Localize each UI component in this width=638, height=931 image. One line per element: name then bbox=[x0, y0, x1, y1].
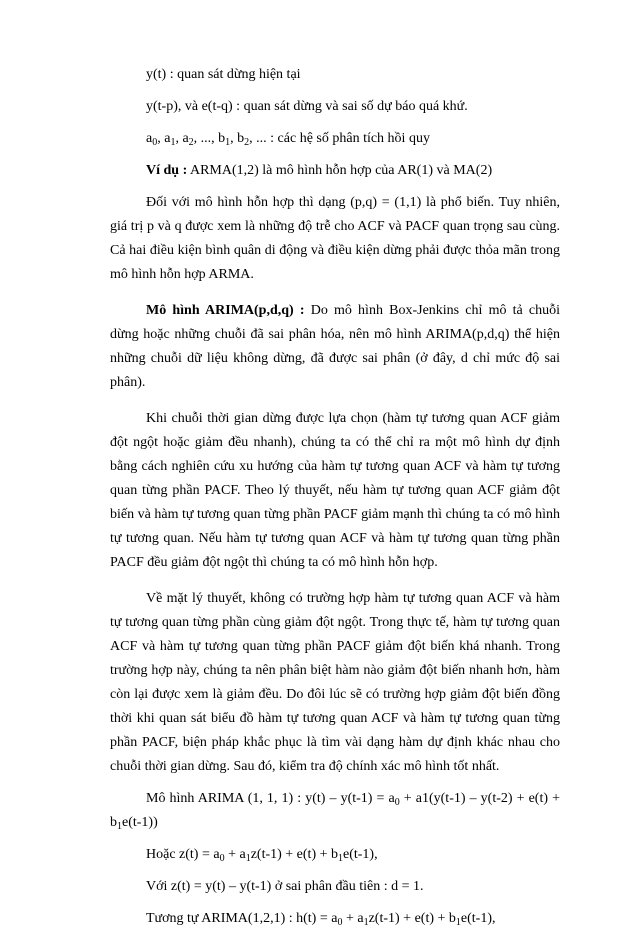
page-content bbox=[110, 63, 560, 931]
formula-arima-111: Mô hình ARIMA (1, 1, 1) : $y(t) - y(t-1) = a_0 + a1(y(t-1) - y(t-2) + e(t) + b_1e(t-1))$ bbox=[110, 791, 560, 832]
paragraph-mixed-model: Đối với mô hình hỗn hợp thì dạng (p,q) = (1,1) là phổ biến. Tuy nhiên, giá trị p và q được xem là những độ trễ cho ACF và PACF quan trọng sau cùng. Cả hai điều kiện bình quân di động và điều kiện dừng phải được thỏa mãn trong mô hình hỗn hợp ARMA. bbox=[110, 195, 560, 282]
example-label: Ví dụ : bbox=[146, 163, 188, 178]
arima-heading: Mô hình ARIMA(p,d,q) : bbox=[146, 303, 305, 318]
formula-arima-121: Tương tự ARIMA(1,2,1) : $h(t) = a_0 + a_1z(t-1) + e(t) + b_1e(t-1)$, bbox=[146, 911, 496, 928]
arima-text: Do mô hình Box-Jenkins chỉ mô tả chuỗi dừng hoặc những chuỗi đã sai phân hóa, nên mô hình ARIMA(p,d,q) thể hiện những chuỗi dữ liệu không dừng, đã được sai phân (ở đây, d chỉ mức độ sai phân). bbox=[110, 303, 561, 390]
paragraph-arima bbox=[110, 299, 560, 395]
definition-yt: y(t) : quan sát dừng hiện tại bbox=[146, 67, 301, 82]
paragraph-acf-pacf: Khi chuỗi thời gian dừng được lựa chọn (hàm tự tương quan ACF giảm đột ngột hoặc giảm đều nhanh), chúng ta có thể chỉ ra một mô hình dự định bằng cách nghiên cứu xu hướng của hàm tự tương quan ACF và hàm tự tương quan từng phần PACF. Theo lý thuyết, nếu hàm tự tương quan ACF giảm đột biến và hàm tự tương quan từng phần PACF giảm mạnh thì chúng ta có mô hình tự tương quan. Nếu hàm tự tương quan ACF và hàm tự tương quan từng phần PACF đều giảm đột ngột thì chúng ta có mô hình hỗn hợp. bbox=[110, 411, 560, 570]
definition-coefficients: $a_0$, $a_1$, $a_2$, ..., $b_1$, $b_2$, ... : các hệ số phân tích hồi quy bbox=[146, 131, 430, 148]
formula-where: Với z(t) = y(t) – y(t-1) ở sai phân đầu tiên : d = 1. bbox=[146, 879, 424, 894]
formula-alternative: Hoặc $z(t) = a_0 + a_1z(t-1) + e(t) + b_1e(t-1)$, bbox=[146, 847, 378, 864]
definition-ytp: y(t-p), và e(t-q) : quan sát dừng và sai số dự báo quá khứ. bbox=[146, 99, 468, 114]
example-line bbox=[110, 159, 560, 183]
paragraph-theory: Về mặt lý thuyết, không có trường hợp hàm tự tương quan ACF và hàm tự tương quan từng phần cùng giảm đột ngột. Trong thực tế, hàm tự tương quan ACF và hàm tự tương quan từng phần PACF giảm đột biến khá nhanh. Trong trường hợp này, chúng ta nên phân biệt hàm nào giảm đột biến nhanh hơn, hàm còn lại được xem là giảm đều. Do đôi lúc sẽ có trường hợp giảm đột biến đồng thời khi quan sát biểu đồ hàm tự tương quan ACF và hàm tự tương quan từng phần PACF, biện pháp khắc phục là tìm vài dạng hàm dự định khác nhau cho chuỗi thời gian dừng. Sau đó, kiểm tra độ chính xác mô hình tốt nhất. bbox=[110, 591, 560, 774]
example-text: ARMA(1,2) là mô hình hỗn hợp của AR(1) và MA(2) bbox=[187, 163, 493, 178]
